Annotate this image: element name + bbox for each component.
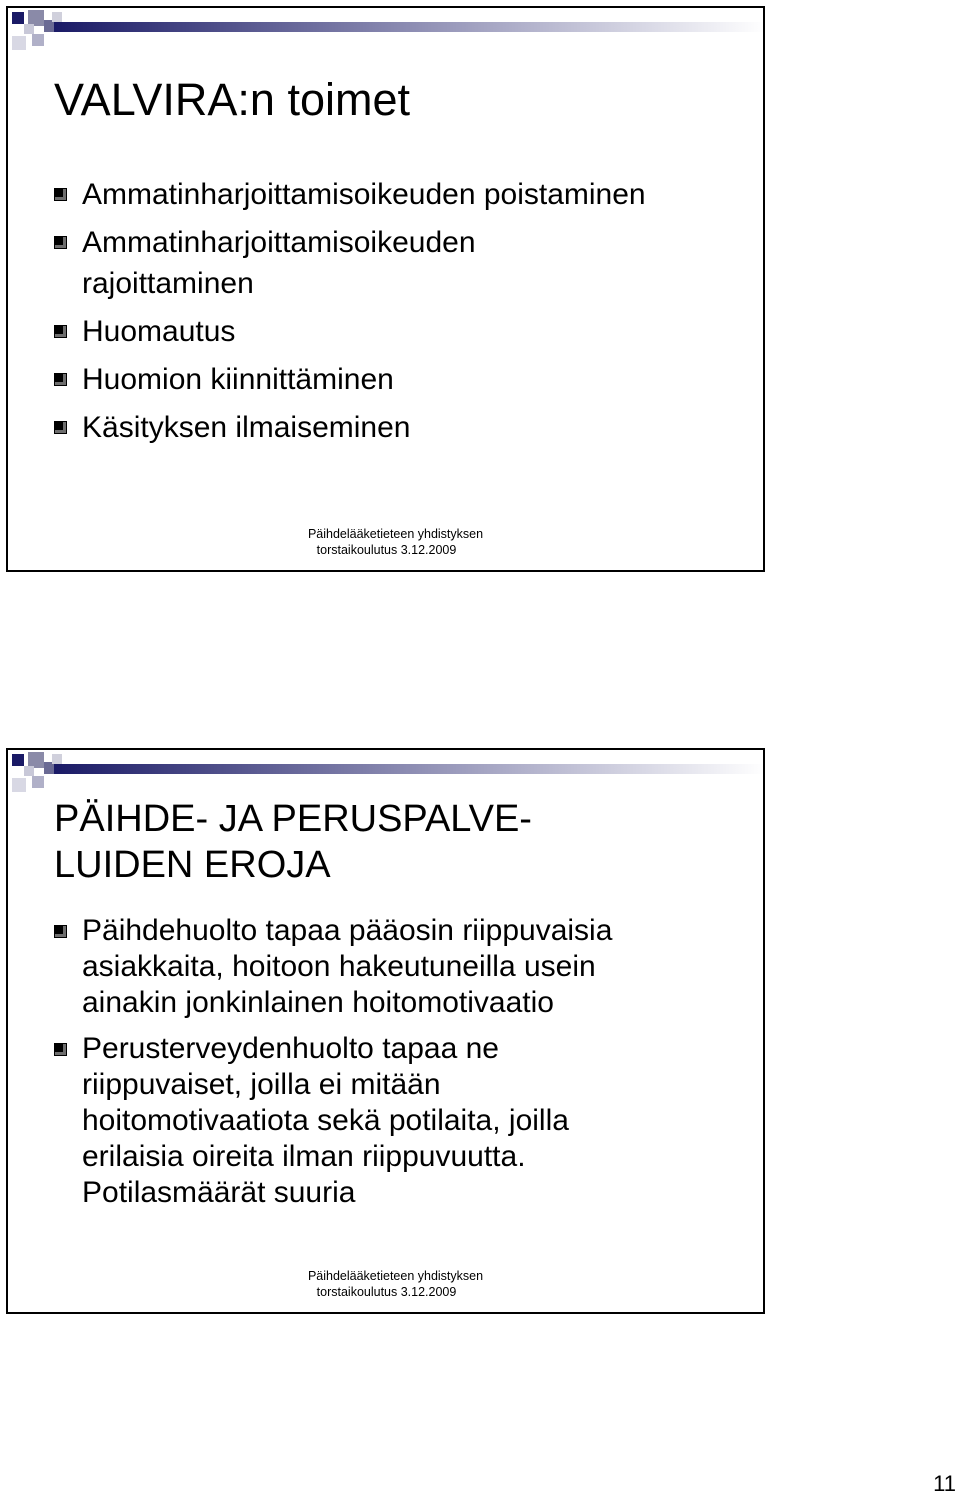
bullet-text: Huomautus xyxy=(82,315,236,348)
slide-title xyxy=(54,796,532,888)
bullet-item xyxy=(54,913,754,1021)
footer-line-2: torstaikoulutus 3.12.2009 xyxy=(316,543,457,557)
bullet-item xyxy=(54,359,754,400)
bullet-text: riippuvaiset, joilla ei mitään xyxy=(82,1068,441,1101)
bullet-item xyxy=(54,222,754,304)
checker-bar-decoration-icon xyxy=(8,8,765,58)
footer-line-1: Päihdelääketieteen yhdistyksen xyxy=(307,1269,484,1283)
bullet-text: Potilasmäärät suuria xyxy=(82,1176,356,1209)
slide-footer xyxy=(8,1268,765,1300)
bullet-text: Ammatinharjoittamisoikeuden poistaminen xyxy=(82,178,646,211)
square-bullet-icon xyxy=(54,925,67,938)
bullet-text: erilaisia oireita ilman riippuvuutta. xyxy=(82,1140,526,1173)
bullet-text: Huomion kiinnittäminen xyxy=(82,363,394,396)
footer-line-1: Päihdelääketieteen yhdistyksen xyxy=(307,527,484,541)
slide-title xyxy=(54,74,410,126)
bullet-text: hoitomotivaatiota sekä potilaita, joilla xyxy=(82,1104,569,1137)
bullet-text: rajoittaminen xyxy=(82,267,254,300)
slide-title-line: VALVIRA:n toimet xyxy=(54,74,410,125)
page-number: 11 xyxy=(933,1471,956,1496)
square-bullet-icon xyxy=(54,373,67,386)
bullet-list xyxy=(54,913,754,1221)
bullet-item xyxy=(54,311,754,352)
bullet-text: asiakkaita, hoitoon hakeutuneilla usein xyxy=(82,950,596,983)
slide-footer xyxy=(8,526,765,558)
square-bullet-icon xyxy=(54,421,67,434)
bullet-item xyxy=(54,174,754,215)
footer-line-2: torstaikoulutus 3.12.2009 xyxy=(316,1285,457,1299)
slide-1 xyxy=(6,6,765,572)
bullet-text: Ammatinharjoittamisoikeuden xyxy=(82,226,476,259)
checker-bar-decoration-icon xyxy=(8,750,765,800)
bullet-text: ainakin jonkinlainen hoitomotivaatio xyxy=(82,986,554,1019)
bullet-text: Perusterveydenhuolto tapaa ne xyxy=(82,1032,499,1065)
slide-title-line: LUIDEN EROJA xyxy=(54,844,331,886)
square-bullet-icon xyxy=(54,188,67,201)
slide-title-line: PÄIHDE- JA PERUSPALVE- xyxy=(54,798,532,840)
bullet-item xyxy=(54,1031,754,1211)
slide-2 xyxy=(6,748,765,1314)
square-bullet-icon xyxy=(54,236,67,249)
bullet-list xyxy=(54,174,754,455)
square-bullet-icon xyxy=(54,325,67,338)
bullet-text: Päihdehuolto tapaa pääosin riippuvaisia xyxy=(82,914,613,947)
square-bullet-icon xyxy=(54,1043,67,1056)
bullet-item xyxy=(54,407,754,448)
bullet-text: Käsityksen ilmaiseminen xyxy=(82,411,411,444)
